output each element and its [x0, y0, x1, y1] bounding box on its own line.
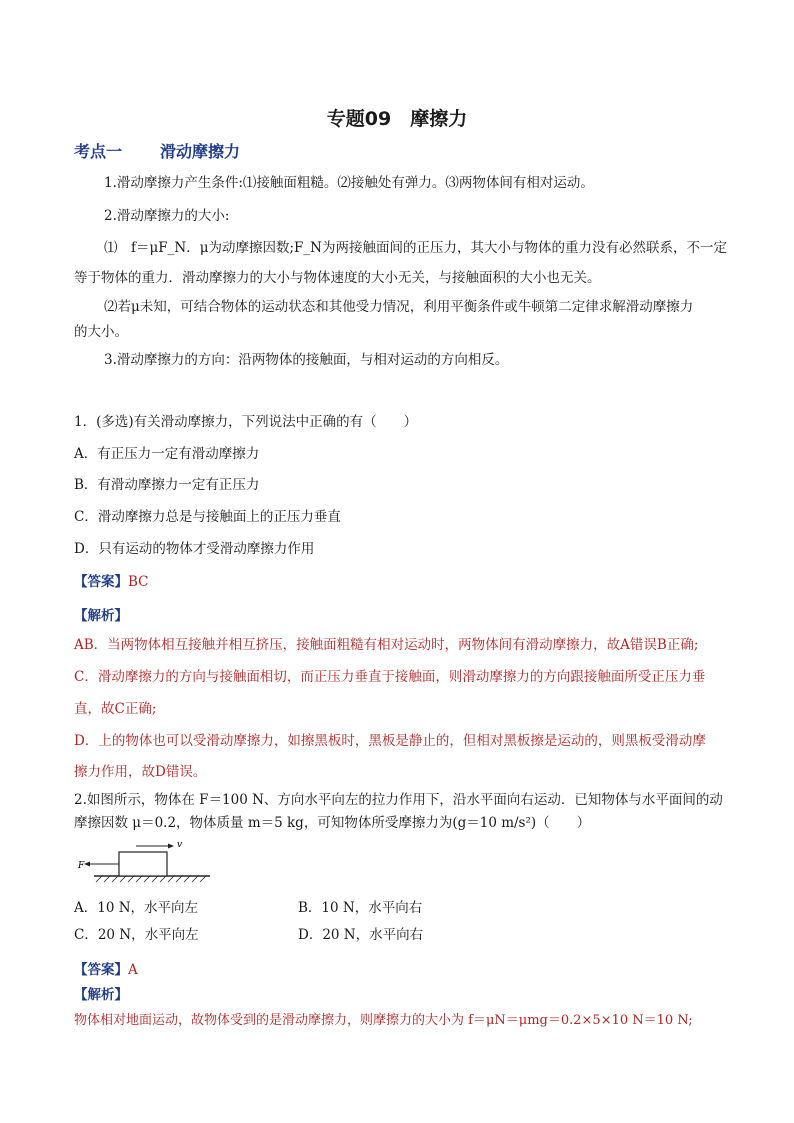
answer-value: BC	[128, 574, 149, 590]
intro-line-1: 1.滑动摩擦力产生条件:⑴接触面粗糙。⑵接触处有弹力。⑶两物体间有相对运动。	[104, 175, 594, 191]
q2-figure	[72, 838, 214, 886]
q1-explanation-4: D．上的物体也可以受滑动摩擦力，如擦黑板时，黑板是静止的，但相对黑板擦是运动的，则黑板受滑动摩	[74, 733, 706, 749]
intro-line-7: 3.滑动摩擦力的方向：沿两物体的接触面，与相对运动的方向相反。	[104, 352, 509, 368]
q1-option-c: C．滑动摩擦力总是与接触面上的正压力垂直	[74, 509, 341, 525]
q2-stem-2: 摩擦因数 μ＝0.2，物体质量 m＝5 kg，可知物体所受摩擦力为(g＝10 m/s²)（ ）	[74, 815, 591, 831]
velocity-label: v	[177, 840, 183, 850]
section-label: 考点一	[74, 142, 123, 161]
q2-option-a: A．10 N，水平向左	[74, 900, 199, 916]
intro-line-4: 等于物体的重力．滑动摩擦力的大小与物体速度的大小无关，与接触面积的大小也无关。	[74, 270, 601, 286]
section-name: 滑动摩擦力	[160, 142, 241, 161]
section-heading	[74, 139, 240, 162]
force-label: F	[78, 861, 85, 871]
page-title: 专题09 摩擦力	[326, 108, 468, 130]
q2-explanation-1: 物体相对地面运动，故物体受到的是滑动摩擦力，则摩擦力的大小为 f＝μN＝μmg＝0.2×5×10 N＝10 N;	[74, 1013, 693, 1028]
answer-value: A	[128, 962, 138, 978]
block	[119, 852, 167, 876]
q1-explanation-2: C．滑动摩擦力的方向与接触面相切，而正压力垂直于接触面，则滑动摩擦力的方向跟接触面所受正压力垂	[74, 669, 706, 685]
intro-line-6: 的大小。	[74, 324, 128, 340]
intro-line-5: ⑵若μ未知，可结合物体的运动状态和其他受力情况，利用平衡条件或牛顿第二定律求解滑动摩擦力	[104, 299, 694, 315]
velocity-arrow-head	[168, 844, 174, 849]
q2-stem-1: 2.如图所示，物体在 F＝100 N、方向水平向左的拉力作用下，沿水平面向右运动．已知物体与水平面间的动	[74, 792, 723, 808]
intro-line-2: 2.滑动摩擦力的大小:	[104, 208, 230, 224]
q1-option-a: A．有正压力一定有滑动摩擦力	[74, 446, 260, 462]
q1-analysis-label: 【解析】	[74, 608, 128, 624]
q2-answer	[74, 958, 138, 978]
q1-answer	[74, 570, 149, 590]
intro-line-3: ⑴ f＝μF_N．μ为动摩擦因数;F_N为两接触面间的正压力，其大小与物体的重力没有必然联系，不一定	[104, 240, 727, 256]
answer-label: 【答案】	[74, 962, 128, 978]
q1-option-b: B．有滑动摩擦力一定有正压力	[74, 477, 260, 493]
force-arrow-head	[84, 862, 90, 867]
q1-explanation-1: AB．当两物体相互接触并相互挤压，接触面粗糙有相对运动时，两物体间有滑动摩擦力，故A错误B正确;	[74, 637, 699, 653]
q1-option-d: D．只有运动的物体才受滑动摩擦力作用	[74, 541, 315, 557]
answer-label: 【答案】	[74, 574, 128, 590]
q1-stem: 1．(多选)有关滑动摩擦力，下列说法中正确的有（ ）	[74, 414, 418, 430]
q2-option-d: D．20 N，水平向右	[298, 927, 424, 943]
q2-option-b: B．10 N，水平向右	[298, 900, 423, 916]
q1-explanation-5: 擦力作用，故D错误。	[74, 764, 207, 780]
q1-explanation-3: 直，故C正确;	[74, 701, 157, 717]
q2-analysis-label: 【解析】	[74, 987, 128, 1003]
ground-hatching	[96, 876, 206, 882]
q2-option-c: C．20 N，水平向左	[74, 927, 199, 943]
